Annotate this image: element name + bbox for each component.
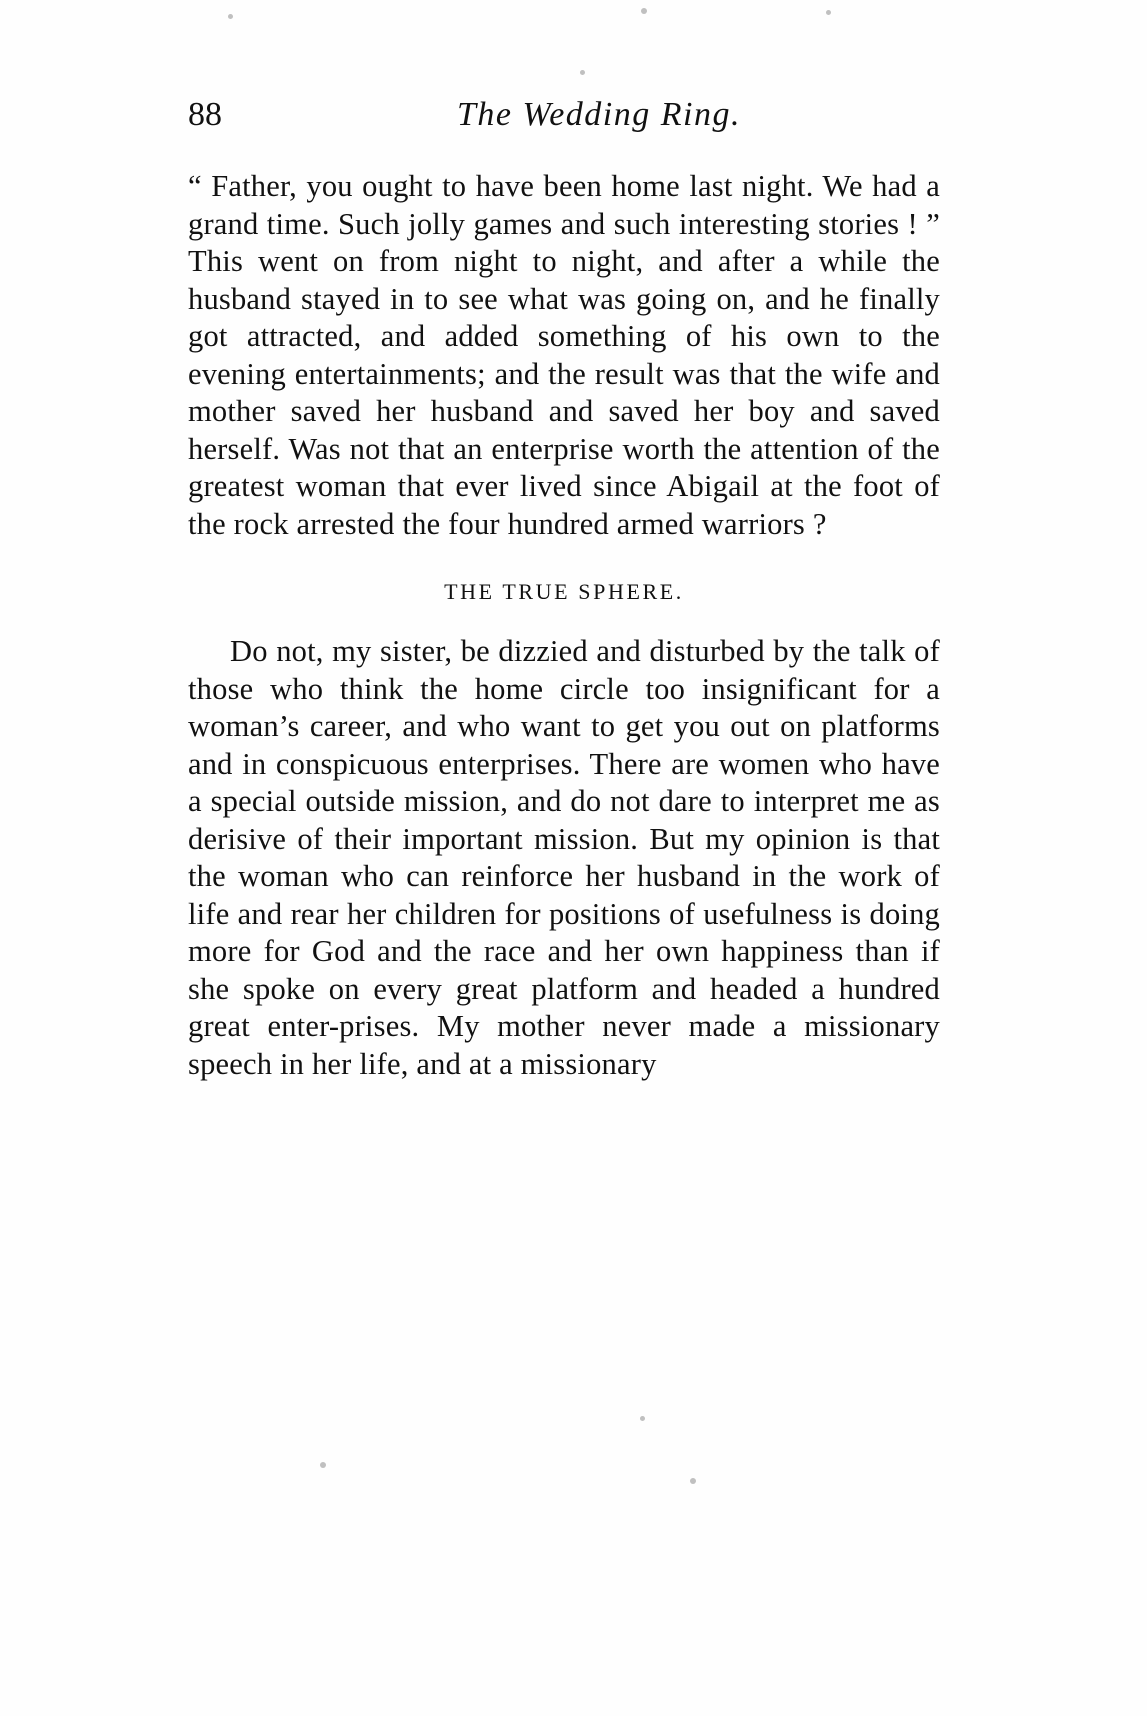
scan-speck <box>690 1478 696 1484</box>
body-text-block <box>188 168 940 543</box>
page-content <box>188 96 940 1083</box>
body-text-block-2 <box>188 633 940 1083</box>
section-heading: THE TRUE SPHERE. <box>444 579 684 604</box>
scan-speck <box>641 8 647 14</box>
scan-speck <box>228 14 233 19</box>
running-head-title: The Wedding Ring. <box>457 96 741 133</box>
paragraph: “ Father, you ought to have been home last night. We had a grand time. Such jolly games and such interesting stories ! ” This went on from night to night, and after a while the husband stayed in to see what was going on, and he finally got attracted, and added something of his own to the evening entertainments; and the result was that the wife and mother saved her husband and saved her boy and saved herself. Was not that an enterprise worth the attention of the greatest woman that ever lived since Abigail at the foot of the rock arrested the four hundred armed warriors ? <box>188 169 940 541</box>
scan-speck <box>826 10 831 15</box>
scan-speck <box>580 70 585 75</box>
page-number: 88 <box>188 96 222 133</box>
scan-speck <box>320 1462 326 1468</box>
paragraph: Do not, my sister, be dizzied and disturbed by the talk of those who think the home circle too insignificant for a woman’s career, and who want to get you out on platforms and in conspicuous enterprises. There are women who have a special outside mission, and do not dare to interpret me as derisive of their important mission. But my opinion is that the woman who can reinforce her husband in the work of life and rear her children for positions of usefulness is doing more for God and the race and her own happiness than if she spoke on every great platform and headed a hundred great enter-prises. My mother never made a missionary speech in her life, and at a missionary <box>188 634 940 1081</box>
page-header <box>188 96 940 134</box>
scan-speck <box>640 1416 645 1421</box>
